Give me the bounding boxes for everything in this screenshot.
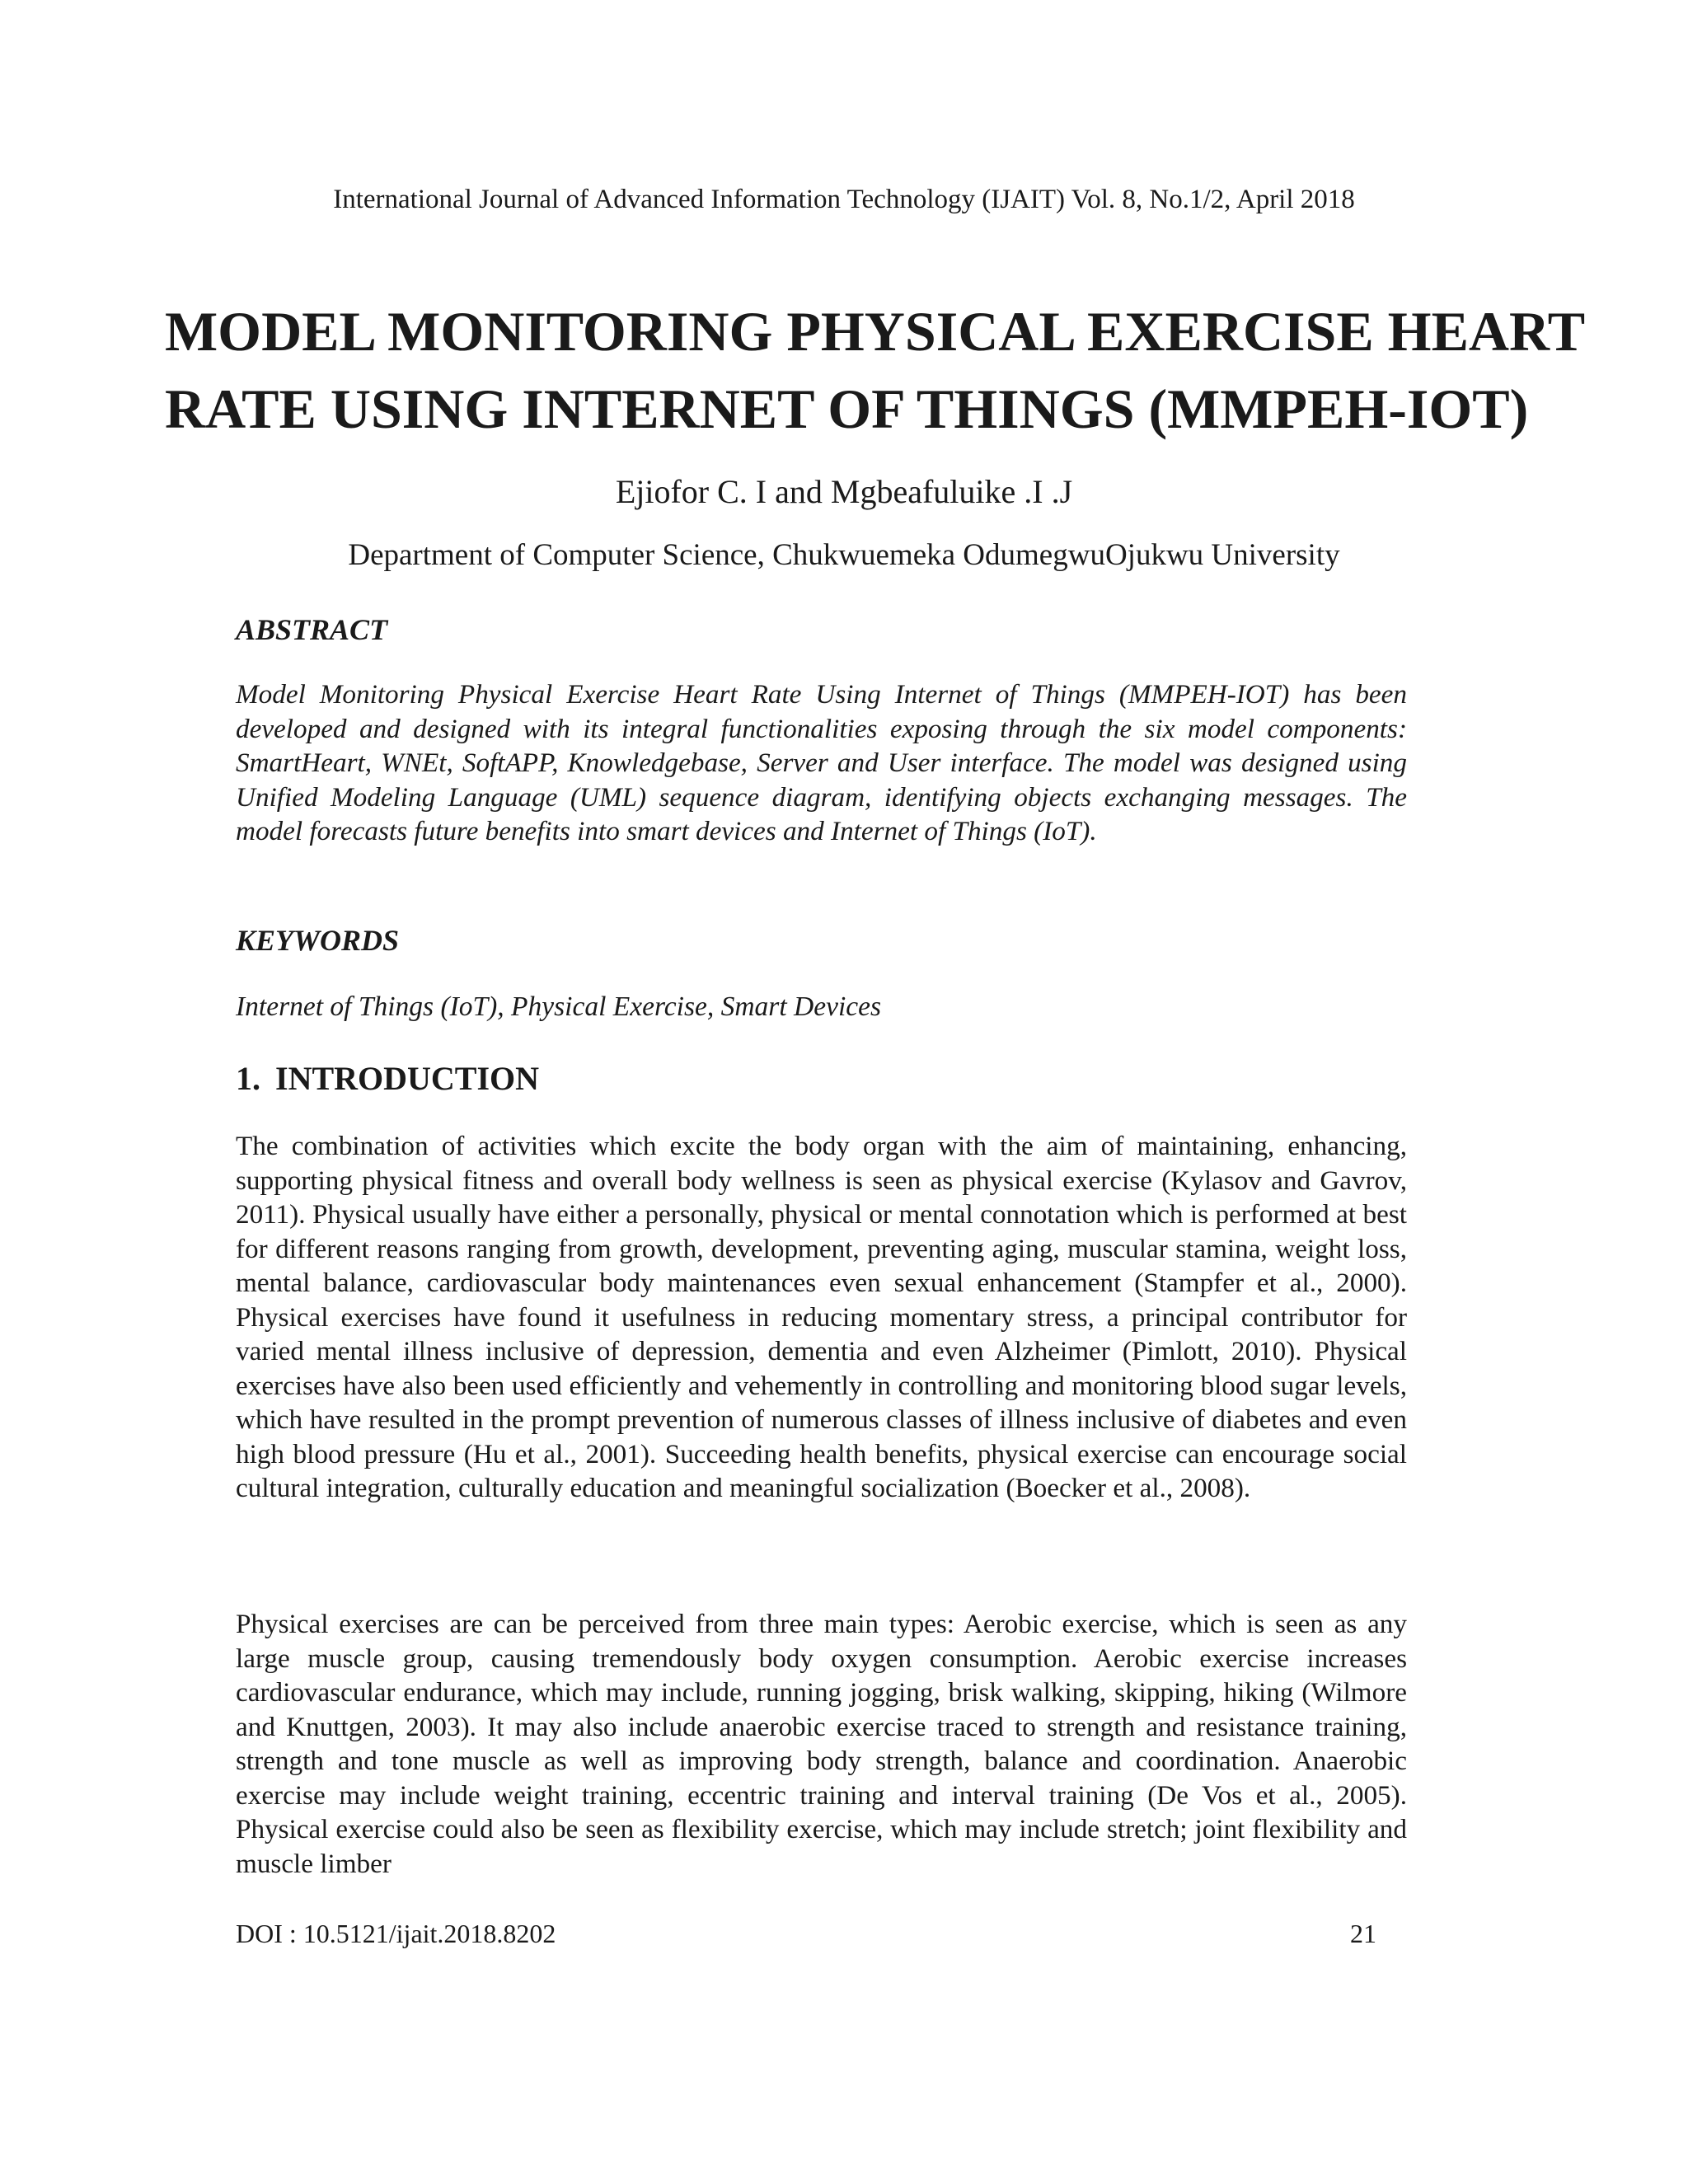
introduction-paragraph-2: Physical exercises are can be perceived from three main types: Aerobic exercise, which is seen as any large muscle group, causing tremendously body oxygen consumption. Aerobic exercise increases cardiovascular endurance, which may include, running jogging, brisk walking, skipping, hiking (Wilmore and Knuttgen, 2003). It may also include anaerobic exercise traced to strength and resistance training, strength and tone muscle as well as improving body strength, balance and coordination. Anaerobic exercise may include weight training, eccentric training and interval training (De Vos et al., 2005). Physical exercise could also be seen as flexibility exercise, which may include stretch; joint flexibility and muscle limber <box>236 1609 1407 1879</box>
footer-doi: DOI : 10.5121/ijait.2018.8202 <box>236 1919 556 1948</box>
abstract-heading: ABSTRACT <box>236 613 388 646</box>
author-affiliation: Department of Computer Science, Chukwuemeka OdumegwuOjukwu University <box>348 538 1340 572</box>
footer-page-number: 21 <box>1350 1919 1376 1948</box>
keywords-heading: KEYWORDS <box>236 924 400 957</box>
abstract-text: Model Monitoring Physical Exercise Heart Rate Using Internet of Things (MMPEH-IOT) has been developed and designed with its integral functionalities exposing through the six model components: SmartHeart, WNEt, SoftAPP, Knowledgebase, Server and User interface. The model was designed using Unified Modeling Language (UML) sequence diagram, identifying objects exchanging messages. The model forecasts future benefits into smart devices and Internet of Things (IoT). <box>236 679 1407 846</box>
running-header: International Journal of Advanced Information Technology (IJAIT) Vol. 8, No.1/2, April 2018 <box>333 185 1355 214</box>
introduction-heading-text: INTRODUCTION <box>275 1060 540 1097</box>
introduction-heading <box>236 1061 539 1097</box>
introduction-paragraph-1: The combination of activities which excite the body organ with the aim of maintaining, enhancing, supporting physical fitness and overall body wellness is seen as physical exercise (Kylasov and Gavrov, 2011). Physical usually have either a personally, physical or mental connotation which is performed at best for different reasons ranging from growth, development, preventing aging, muscular stamina, weight loss, mental balance, cardiovascular body maintenances even sexual enhancement (Stampfer et al., 2000). Physical exercises have found it usefulness in reducing momentary stress, a principal contributor for varied mental illness inclusive of depression, dementia and even Alzheimer (Pimlott, 2010). Physical exercises have also been used efficiently and vehemently in controlling and monitoring blood sugar levels, which have resulted in the prompt prevention of numerous classes of illness inclusive of diabetes and even high blood pressure (Hu et al., 2001). Succeeding health benefits, physical exercise can encourage social cultural integration, culturally education and meaningful socialization (Boecker et al., 2008). <box>236 1131 1407 1503</box>
paper-title <box>165 293 1586 448</box>
paper-title-line-1: MODEL MONITORING PHYSICAL EXERCISE HEART <box>165 300 1586 363</box>
paper-title-line-2: RATE USING INTERNET OF THINGS (MMPEH-IOT) <box>165 377 1529 440</box>
keywords-text: Internet of Things (IoT), Physical Exercise, Smart Devices <box>236 991 882 1022</box>
author-names: Ejiofor C. I and Mgbeafuluike .I .J <box>615 473 1073 510</box>
introduction-section-number: 1. <box>236 1060 260 1097</box>
